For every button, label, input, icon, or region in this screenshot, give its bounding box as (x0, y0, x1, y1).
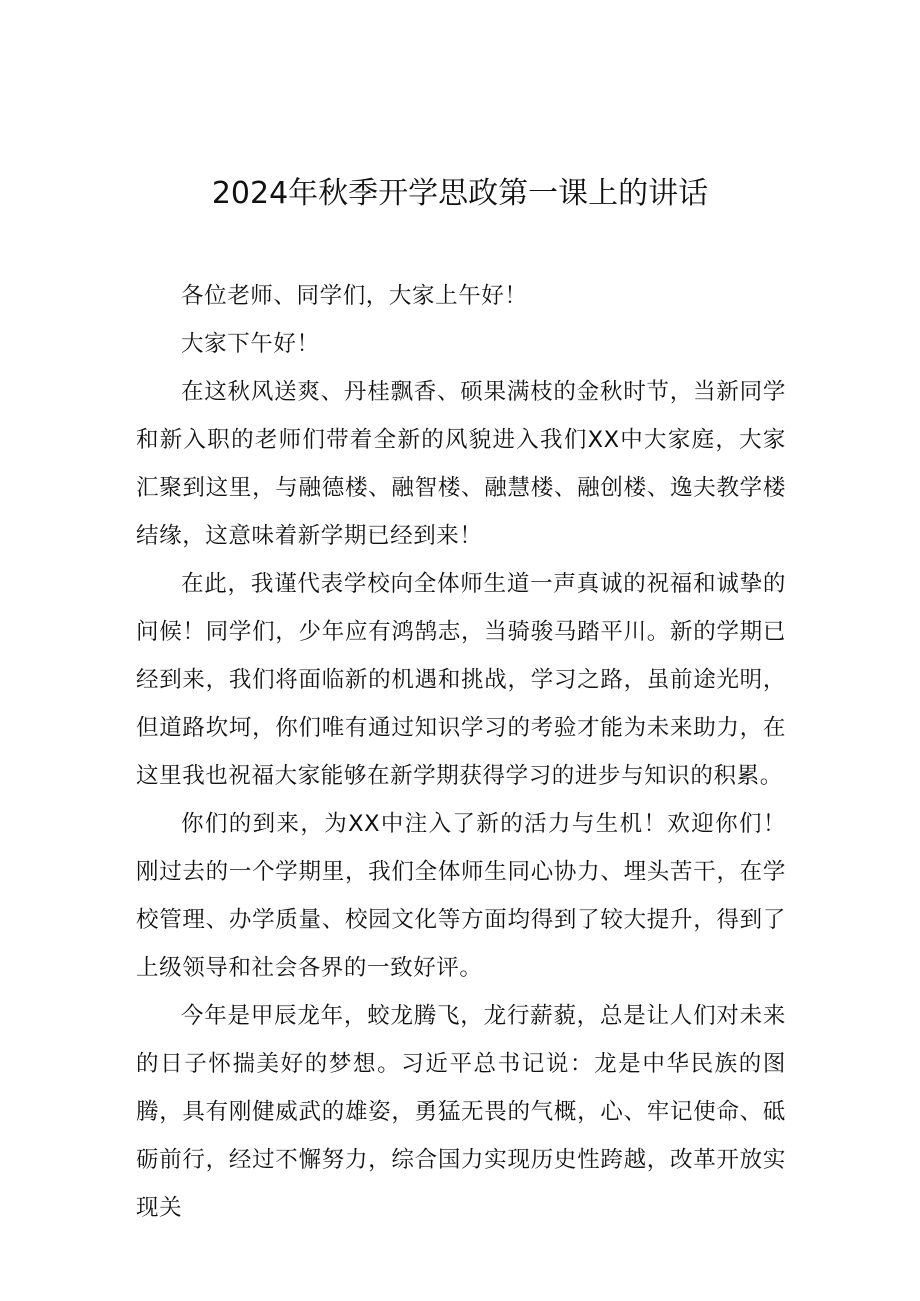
body-paragraph: 今年是甲辰龙年，蛟龙腾飞，龙行薪藐，总是让人们对未来的日子怀揣美好的梦想。习近平总书记说：龙是中华民族的图腾，具有刚健威武的雄姿，勇猛无畏的气概，心、牢记使命、砥砺前行，经过不懈努力，综合国力实现历史性跨越，改革开放实现关 (136, 1003, 786, 1221)
document-body (136, 272, 786, 1232)
body-paragraph: 你们的到来，为XX中注入了新的活力与生机！欢迎你们！刚过去的一个学期里，我们全体师生同心协力、埋头苦干，在学校管理、办学质量、校园文化等方面均得到了较大提升，得到了上级领导和社会各界的一致好评。 (136, 811, 786, 981)
body-paragraph: 在这秋风送爽、丹桂飘香、硕果满枝的金秋时节，当新同学和新入职的老师们带着全新的风貌进入我们XX中大家庭，大家汇聚到这里，与融德楼、融智楼、融慧楼、融创楼、逸夫教学楼结缘，这意味着新学期已经到来！ (136, 379, 786, 549)
greeting-paragraph: 大家下午好！ (181, 331, 320, 357)
document-title: 2024年秋季开学思政第一课上的讲话 (211, 176, 709, 211)
salutation-paragraph: 各位老师、同学们，大家上午好！ (181, 283, 528, 309)
body-paragraph: 在此，我谨代表学校向全体师生道一声真诚的祝福和诚挚的问候！同学们，少年应有鸿鹄志，当骑骏马踏平川。新的学期已经到来，我们将面临新的机遇和挑战，学习之路，虽前途光明，但道路坎坷，你们唯有通过知识学习的考验才能为未来助力，在这里我也祝福大家能够在新学期获得学习的进步与知识的积累。 (136, 571, 786, 789)
